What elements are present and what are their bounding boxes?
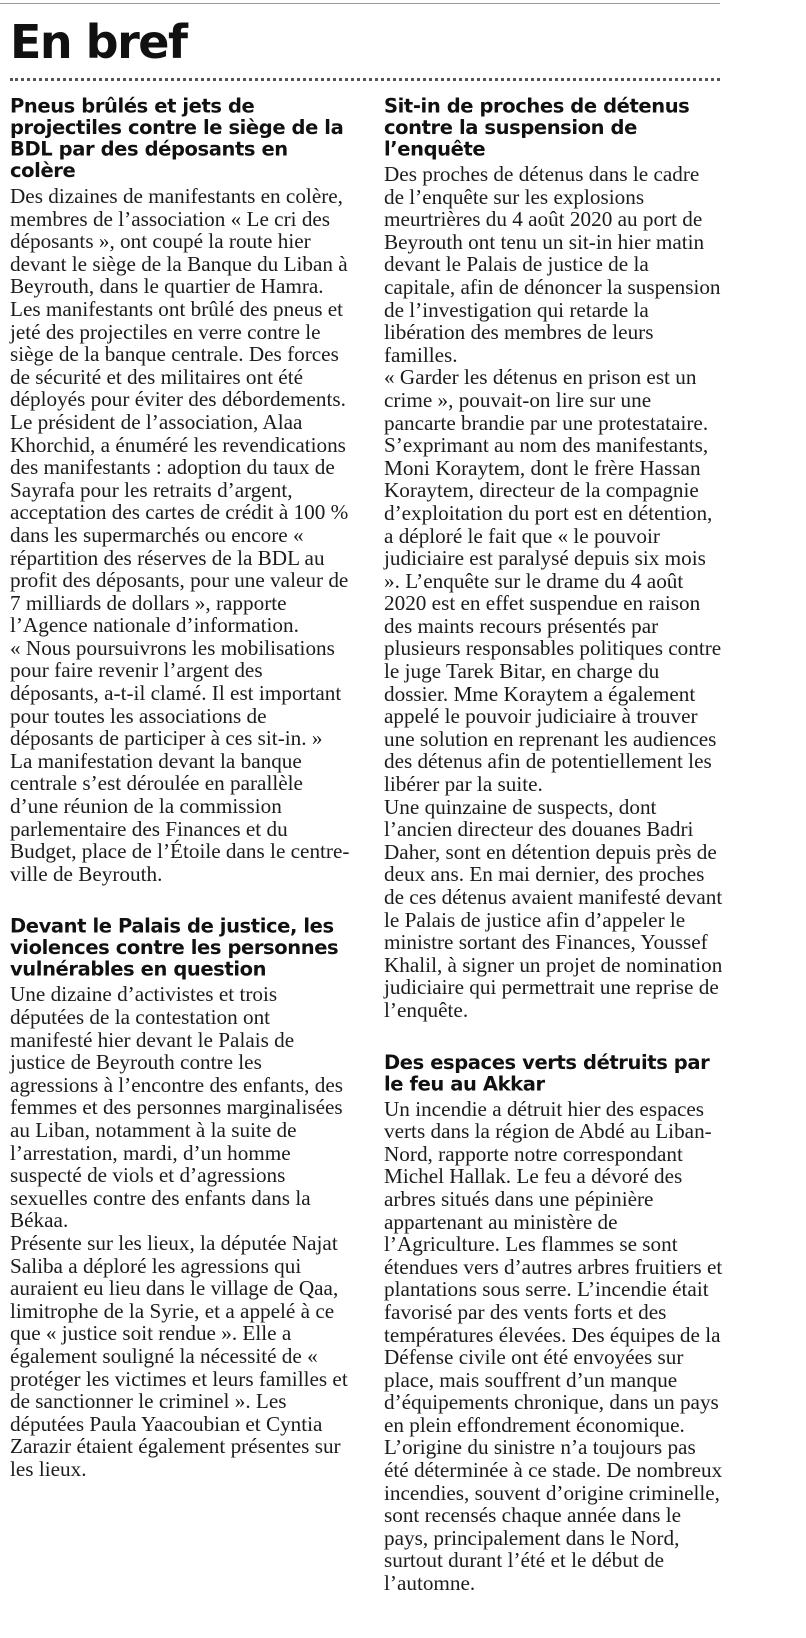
article-paragraph: La manifestation devant la banque centrale s’est déroulée en parallèle d’une réunion de la commission parlementaire des Finances et du Budget, place de l’Étoile dans le centre-ville de Beyrouth. [10, 748, 350, 886]
article-paragraph: Des proches de détenus dans le cadre de l’enquête sur les explosions meurtrières du 4 août 2020 au port de Beyrouth ont tenu un sit-in hier matin devant le Palais de justice de la capitale, afin de dénoncer la suspension de l’investigation qui retarde la libération des membres de leurs familles. [384, 162, 721, 367]
article-paragraph: Le président de l’association, Alaa Khorchid, a énuméré les revendications des manifestants : adoption du taux de Sayrafa pour les retraits d’argent, acceptation des cartes de crédit à 100 % dans les supermarchés ou encore « répartition des réserves de la BDL au profit des déposants, pour une valeur de 7 milliards de dollars », rapporte l’Agence nationale d’information. [10, 409, 349, 638]
right-column [384, 95, 724, 1595]
article-headline: Devant le Palais de justice, les violences contre les personnes vulnérables en question [10, 915, 339, 981]
article-headline: Pneus brûlés et jets de projectiles contre le siège de la BDL par des déposants en colère [10, 94, 344, 183]
article-paragraph: « Garder les détenus en prison est un crime », pouvait-on lire sur une pancarte brandie par une protestataire. S’exprimant au nom des manifestants, Moni Koraytem, dont le frère Hassan Koraytem, directeur de la compagnie d’exploitation du port est en détention, a déploré le fait que « le pouvoir judiciaire est paralysé depuis six mois ». L’enquête sur le drame du 4 août 2020 est en effet suspendue en raison des maints recours présentés par plusieurs responsables politiques contre le juge Tarek Bitar, en charge du dossier. Mme Koraytem a également appelé le pouvoir judiciaire à trouver une solution en reprenant les audiences des détenus afin de potentiellement les libérer par la suite. [384, 365, 722, 797]
dotted-divider [10, 78, 720, 81]
article-sit-in-detenus [384, 95, 724, 1022]
top-rule [0, 3, 720, 4]
section-title: En bref [10, 15, 187, 69]
article-bdl-protest [10, 95, 350, 885]
article-paragraph: Présente sur les lieux, la députée Najat Saliba a déploré les agressions qui auraient eu lieu dans le village de Qaa, limitrophe de la Syrie, et a appelé à ce que « justice soit rendue ». Elle a également souligné la nécessité de « protéger les victimes et leurs familles et de sanctionner le criminel ». Les députées Paula Yaacoubian et Cyntia Zarazir étaient également présentes sur les lieux. [10, 1230, 348, 1481]
article-paragraph: Des dizaines de manifestants en colère, membres de l’association « Le cri des déposants », ont coupé la route hier devant le siège de la Banque du Liban à Beyrouth, dans le quartier de Hamra. Les manifestants ont brûlé des pneus et jeté des projectiles en verre contre le siège de la banque centrale. Des forces de sécurité et des militaires ont été déployés pour éviter des débordements. [10, 184, 348, 412]
article-paragraph: Un incendie a détruit hier des espaces verts dans la région de Abdé au Liban-Nord, rapporte notre correspondant Michel Hallak. Le feu a dévoré des arbres situés dans une pépinière appartenant au ministère de l’Agriculture. Les flammes se sont étendues vers d’autres arbres fruitiers et plantations sous serre. L’incendie était favorisé par des vents forts et des températures élevées. Des équipes de la Défense civile ont été envoyées sur place, mais souffrent d’un manque d’équipements chronique, dans un pays en plein effondrement économique. L’origine du sinistre n’a toujours pas été déterminée à ce stade. De nombreux incendies, souvent d’origine criminelle, sont recensés chaque année dans le pays, principalement dans le Nord, surtout durant l’été et le début de l’automne. [384, 1096, 723, 1596]
article-paragraph: « Nous poursuivrons les mobilisations pour faire revenir l’argent des déposants, a-t-il clamé. Il est important pour toutes les associations de déposants de participer à ces sit-in. » [10, 635, 342, 751]
article-headline: Sit-in de proches de détenus contre la suspension de l’enquête [384, 94, 690, 161]
article-paragraph: Une dizaine d’activistes et trois députées de la contestation ont manifesté hier devant le Palais de justice de Beyrouth contre les agressions à l’encontre des enfants, des femmes et des personnes marginalisées au Liban, notamment à la suite de l’arrestation, mardi, d’un homme suspecté de viols et d’agressions sexuelles contre des enfants dans la Békaa. [10, 982, 343, 1233]
article-palais-justice [10, 915, 350, 1480]
article-gap [10, 885, 350, 915]
article-headline: Des espaces verts détruits par le feu au Akkar [384, 1051, 710, 1096]
article-paragraph: Une quinzaine de suspects, dont l’ancien directeur des douanes Badri Daher, sont en détention depuis près de deux ans. En mai dernier, des proches de ces détenus avaient manifesté devant le Palais de justice afin d’appeler le ministre sortant des Finances, Youssef Khalil, à signer un projet de nomination judiciaire qui permettrait une reprise de l’enquête. [384, 794, 723, 1022]
left-column [10, 95, 350, 1480]
article-gap [384, 1022, 724, 1052]
article-akkar-fire [384, 1052, 724, 1595]
